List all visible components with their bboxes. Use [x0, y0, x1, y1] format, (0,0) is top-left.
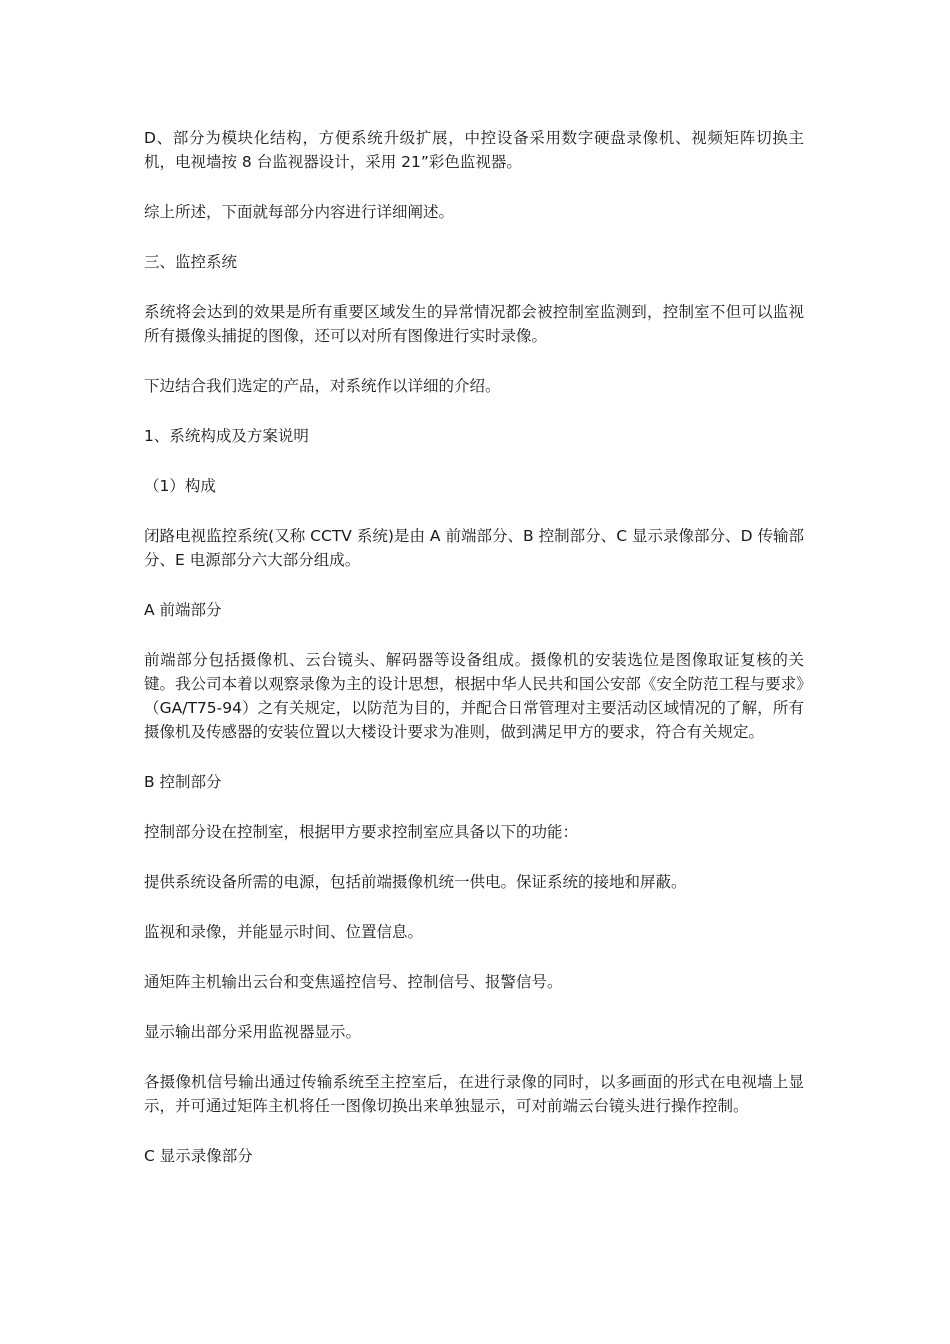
paragraph-matrix-signals: 通矩阵主机输出云台和变焦遥控信号、控制信号、报警信号。 [144, 973, 563, 991]
heading-front-end: A 前端部分 [144, 601, 222, 619]
heading-composition: （1）构成 [144, 477, 216, 495]
paragraph-system-effect: 系统将会达到的效果是所有重要区域发生的异常情况都会被控制室监测到，控制室不但可以监视所有摄像头捕捉的图像，还可以对所有图像进行实时录像。 [144, 303, 804, 345]
paragraph-modular-structure: D、部分为模块化结构，方便系统升级扩展，中控设备采用数字硬盘录像机、视频矩阵切换主机，电视墙按 8 台监视器设计，采用 21”彩色监视器。 [144, 129, 804, 171]
paragraph-monitor-record: 监视和录像，并能显示时间、位置信息。 [144, 923, 424, 941]
paragraph-display-output: 显示输出部分采用监视器显示。 [144, 1023, 362, 1041]
heading-monitoring-system: 三、监控系统 [144, 253, 238, 271]
paragraph-summary: 综上所述，下面就每部分内容进行详细阐述。 [144, 203, 455, 221]
heading-display-recording: C 显示录像部分 [144, 1147, 253, 1165]
paragraph-front-end: 前端部分包括摄像机、云台镜头、解码器等设备组成。摄像机的安装选位是图像取证复核的关键。我公司本着以观察录像为主的设计思想，根据中华人民共和国公安部《安全防范工程与要求》（GA/T75-94）之有关规定，以防范为目的，并配合日常管理对主要活动区域情况的了解，所有摄像机及传感器的安装位置以大楼设计要求为准则，做到满足甲方的要求，符合有关规定。 [144, 651, 804, 741]
paragraph-camera-signal: 各摄像机信号输出通过传输系统至主控室后，在进行录像的同时，以多画面的形式在电视墙上显示，并可通过矩阵主机将任一图像切换出来单独显示，可对前端云台镜头进行操作控制。 [144, 1073, 804, 1115]
paragraph-cctv-parts: 闭路电视监控系统(又称 CCTV 系统)是由 A 前端部分、B 控制部分、C 显示录像部分、D 传输部分、E 电源部分六大部分组成。 [144, 527, 804, 569]
heading-control: B 控制部分 [144, 773, 222, 791]
paragraph-power-supply: 提供系统设备所需的电源，包括前端摄像机统一供电。保证系统的接地和屏蔽。 [144, 873, 687, 891]
paragraph-control-room: 控制部分设在控制室，根据甲方要求控制室应具备以下的功能： [144, 823, 579, 841]
heading-system-composition: 1、系统构成及方案说明 [144, 427, 309, 445]
paragraph-product-intro: 下边结合我们选定的产品，对系统作以详细的介绍。 [144, 377, 501, 395]
document-page [144, 126, 804, 1194]
